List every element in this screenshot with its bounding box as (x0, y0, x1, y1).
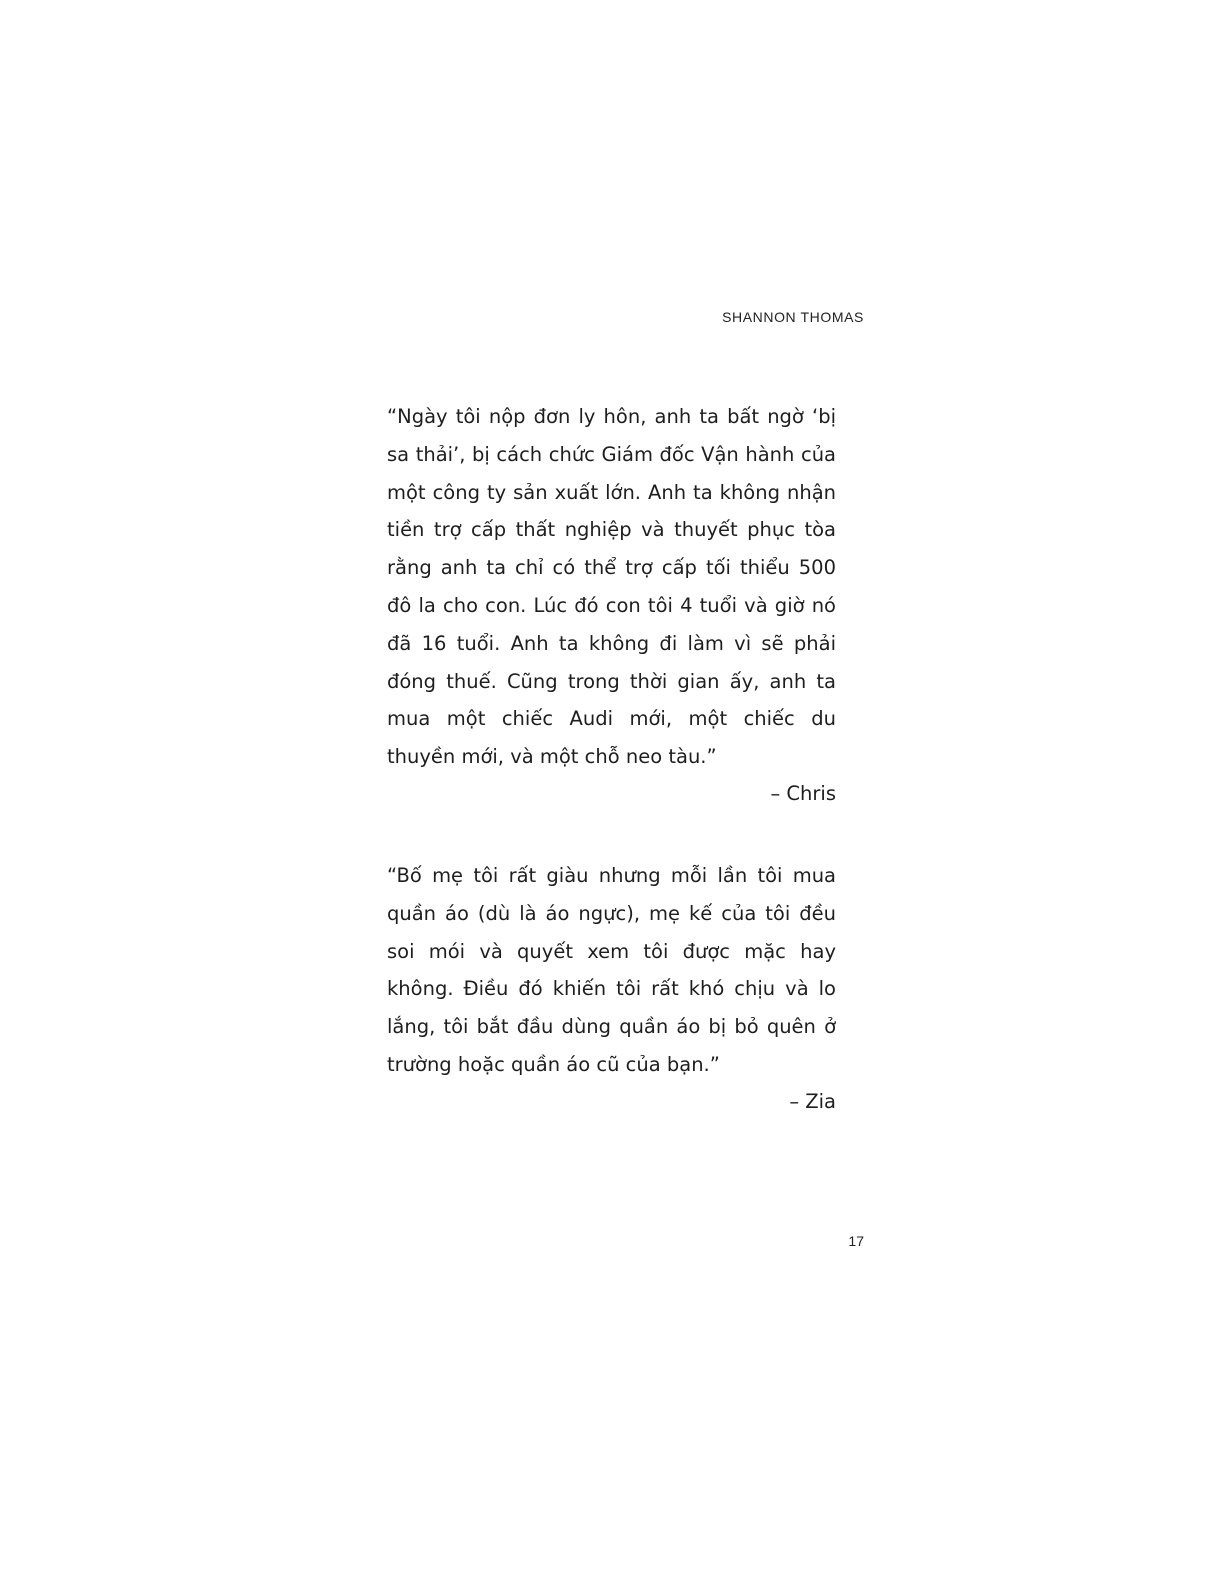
page-number: 17 (848, 1233, 864, 1249)
running-header-author: SHANNON THOMAS (722, 309, 864, 325)
quote-attribution: – Zia (789, 1090, 836, 1113)
quote-paragraph: “Ngày tôi nộp đơn ly hôn, anh ta bất ngờ ‘bị sa thải’, bị cách chức Giám đốc Vận hành của một công ty sản xuất lớn. Anh ta không nhận tiền trợ cấp thất nghiệp và thuyết phục tòa rằng anh ta chỉ có thể trợ cấp tối thiểu 500 đô la cho con. Lúc đó con tôi 4 tuổi và giờ nó đã 16 tuổi. Anh ta không đi làm vì sẽ phải đóng thuế. Cũng trong thời gian ấy, anh ta mua một chiếc Audi mới, một chiếc du thuyền mới, và một chỗ neo tàu.” (387, 405, 836, 769)
quote-attribution: – Chris (770, 782, 836, 805)
quote-paragraph: “Bố mẹ tôi rất giàu nhưng mỗi lần tôi mua quần áo (dù là áo ngực), mẹ kế của tôi đều soi mói và quyết xem tôi được mặc hay không. Điều đó khiến tôi rất khó chịu và lo lắng, tôi bắt đầu dùng quần áo bị bỏ quên ở trường hoặc quần áo cũ của bạn.” (387, 864, 836, 1076)
